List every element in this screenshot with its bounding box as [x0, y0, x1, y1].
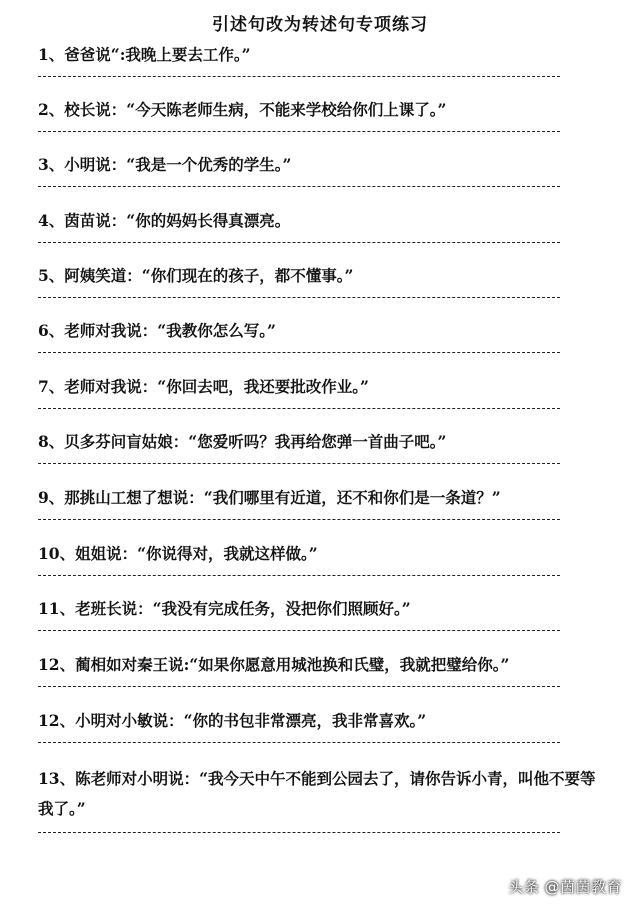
exercise-question: 11、老班长说：“我没有完成任务，没把你们照顾好。” — [38, 599, 411, 618]
answer-line[interactable] — [38, 832, 560, 833]
exercise-question: 7、老师对我说：“你回去吧，我还要批改作业。” — [38, 377, 369, 396]
exercise-item — [38, 764, 598, 833]
exercise-item — [38, 429, 598, 464]
answer-line[interactable] — [38, 519, 560, 520]
exercise-question: 2、校长说：“今天陈老师生病，不能来学校给你们上课了。” — [38, 100, 447, 119]
answer-line[interactable] — [38, 186, 560, 187]
answer-line[interactable] — [38, 742, 560, 743]
answer-line[interactable] — [38, 297, 560, 298]
exercise-item — [38, 97, 598, 132]
exercise-item — [38, 152, 598, 187]
exercise-item — [38, 708, 598, 743]
exercise-question: 8、贝多芬问盲姑娘：“您爱听吗？我再给您弹一首曲子吧。” — [38, 432, 447, 451]
exercise-question: 4、茵苗说：“你的妈妈长得真漂亮。 — [38, 211, 291, 230]
exercise-question: 1、爸爸说“:我晚上要去工作。” — [38, 45, 251, 64]
exercise-question: 9、那挑山工想了想说：“我们哪里有近道，还不和你们是一条道？” — [38, 488, 501, 507]
exercise-question: 3、小明说：“我是一个优秀的学生。” — [38, 155, 292, 174]
exercise-question: 13、陈老师对小明说：“我今天中午不能到公园去了，请你告诉小青，叫他不要等我了。” — [38, 769, 596, 818]
answer-line[interactable] — [38, 686, 560, 687]
exercise-question: 12、蔺相如对秦王说:“如果你愿意用城池换和氏璧，我就把璧给你。” — [38, 655, 510, 674]
answer-line[interactable] — [38, 76, 560, 77]
exercise-item — [38, 541, 598, 576]
source-watermark: 头条 @茵茵教育 — [508, 878, 622, 896]
exercise-item — [38, 318, 598, 353]
answer-line[interactable] — [38, 463, 560, 464]
answer-line[interactable] — [38, 242, 560, 243]
exercise-question: 5、阿姨笑道：“你们现在的孩子，都不懂事。” — [38, 266, 354, 285]
exercise-question: 10、姐姐说：“你说得对，我就这样做。” — [38, 544, 318, 563]
exercise-item — [38, 42, 598, 77]
answer-line[interactable] — [38, 131, 560, 132]
exercise-item — [38, 374, 598, 409]
answer-line[interactable] — [38, 352, 560, 353]
answer-line[interactable] — [38, 630, 560, 631]
answer-line[interactable] — [38, 408, 560, 409]
exercise-item — [38, 596, 598, 631]
answer-line[interactable] — [38, 575, 560, 576]
exercise-item — [38, 263, 598, 298]
exercise-question: 12、小明对小敏说：“你的书包非常漂亮，我非常喜欢。” — [38, 711, 427, 730]
exercise-item — [38, 652, 598, 687]
page-title: 引述句改为转述句专项练习 — [212, 15, 428, 35]
exercise-item — [38, 208, 598, 243]
exercise-item — [38, 485, 598, 520]
exercise-question: 6、老师对我说：“我教你怎么写。” — [38, 321, 276, 340]
